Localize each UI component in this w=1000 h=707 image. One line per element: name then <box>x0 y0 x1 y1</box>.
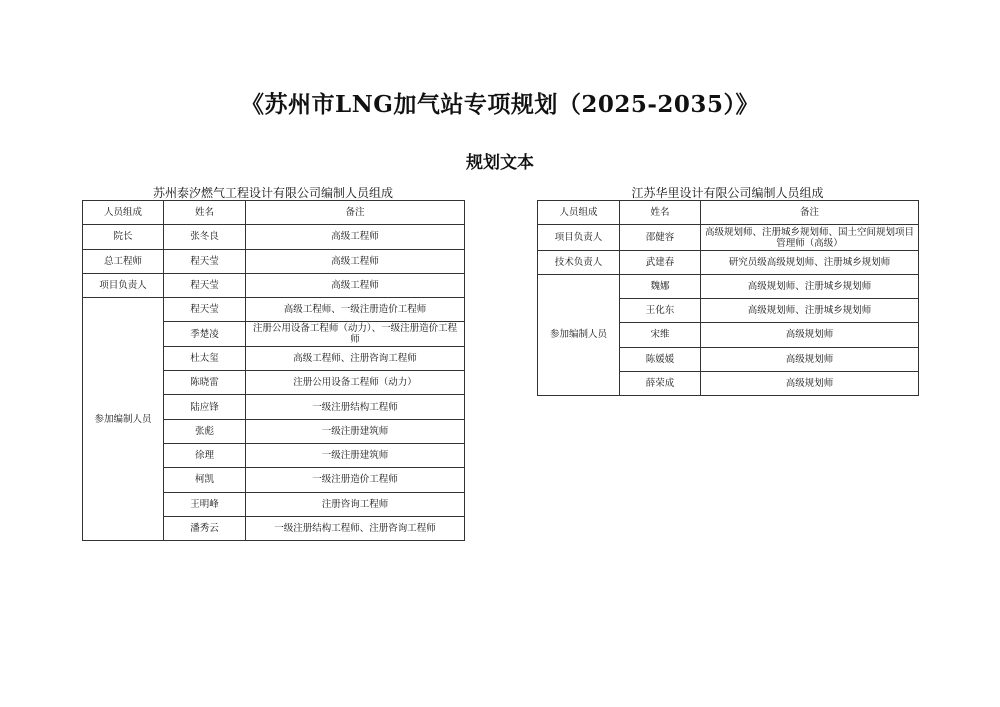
right-table-caption: 江苏华里设计有限公司编制人员组成 <box>631 186 824 200</box>
group-role-cell: 参加编制人员 <box>83 298 164 541</box>
header-role: 人员组成 <box>538 201 620 225</box>
header-role: 人员组成 <box>83 201 164 225</box>
name-cell: 王化东 <box>620 299 701 323</box>
note-cell: 高级规划师、注册城乡规划师 <box>701 299 919 323</box>
name-cell: 魏娜 <box>620 275 701 299</box>
name-cell: 邵健容 <box>620 225 701 251</box>
table-header-row <box>538 201 919 225</box>
left-table-caption: 苏州泰汐燃气工程设计有限公司编制人员组成 <box>152 186 393 200</box>
note-cell: 一级注册结构工程师 <box>246 395 465 419</box>
header-name: 姓名 <box>620 201 701 225</box>
role-cell: 项目负责人 <box>83 273 164 297</box>
role-cell: 项目负责人 <box>538 225 620 251</box>
document-title: 《苏州市LNG加气站专项规划（2025-2035）》 <box>241 91 759 118</box>
note-cell: 高级工程师 <box>246 273 465 297</box>
name-cell: 陈晓雷 <box>164 371 246 395</box>
note-cell: 注册咨询工程师 <box>246 492 465 516</box>
table-row <box>83 225 465 249</box>
note-cell: 高级工程师、一级注册造价工程师 <box>246 298 465 322</box>
name-cell: 张彪 <box>164 419 246 443</box>
note-cell: 高级工程师 <box>246 249 465 273</box>
header-note: 备注 <box>701 201 919 225</box>
note-cell: 一级注册结构工程师、注册咨询工程师 <box>246 516 465 540</box>
note-cell: 注册公用设备工程师（动力） <box>246 371 465 395</box>
name-cell: 陆应锋 <box>164 395 246 419</box>
name-cell: 程天莹 <box>164 298 246 322</box>
table-row <box>538 275 919 299</box>
note-cell: 一级注册建筑师 <box>246 443 465 467</box>
name-cell: 柯凯 <box>164 468 246 492</box>
table-row <box>83 249 465 273</box>
name-cell: 季楚凌 <box>164 322 246 346</box>
name-cell: 杜太玺 <box>164 346 246 370</box>
note-cell: 高级规划师、注册城乡规划师、国土空间规划项目管理师（高级） <box>701 225 919 251</box>
header-name: 姓名 <box>164 201 246 225</box>
name-cell: 程天莹 <box>164 249 246 273</box>
note-cell: 一级注册建筑师 <box>246 419 465 443</box>
table-row <box>538 251 919 275</box>
note-cell: 高级规划师 <box>701 371 919 395</box>
table-header-row <box>83 201 465 225</box>
name-cell: 武建春 <box>620 251 701 275</box>
name-cell: 宋维 <box>620 323 701 347</box>
name-cell: 徐理 <box>164 443 246 467</box>
note-cell: 高级规划师 <box>701 323 919 347</box>
name-cell: 程天莹 <box>164 273 246 297</box>
name-cell: 张冬良 <box>164 225 246 249</box>
note-cell: 研究员级高级规划师、注册城乡规划师 <box>701 251 919 275</box>
note-cell: 高级工程师、注册咨询工程师 <box>246 346 465 370</box>
document-subtitle: 规划文本 <box>466 153 534 173</box>
name-cell: 薛荣成 <box>620 371 701 395</box>
note-cell: 一级注册造价工程师 <box>246 468 465 492</box>
left-staff-table <box>82 200 465 541</box>
group-role-cell: 参加编制人员 <box>538 275 620 396</box>
note-cell: 高级规划师、注册城乡规划师 <box>701 275 919 299</box>
role-cell: 总工程师 <box>83 249 164 273</box>
table-row <box>538 225 919 251</box>
table-row <box>83 298 465 322</box>
name-cell: 陈媛媛 <box>620 347 701 371</box>
note-cell: 高级规划师 <box>701 347 919 371</box>
header-note: 备注 <box>246 201 465 225</box>
name-cell: 王明峰 <box>164 492 246 516</box>
role-cell: 技术负责人 <box>538 251 620 275</box>
note-cell: 注册公用设备工程师（动力）、一级注册造价工程师 <box>246 322 465 346</box>
role-cell: 院长 <box>83 225 164 249</box>
name-cell: 潘秀云 <box>164 516 246 540</box>
note-cell: 高级工程师 <box>246 225 465 249</box>
right-staff-table <box>537 200 919 396</box>
table-row <box>83 273 465 297</box>
